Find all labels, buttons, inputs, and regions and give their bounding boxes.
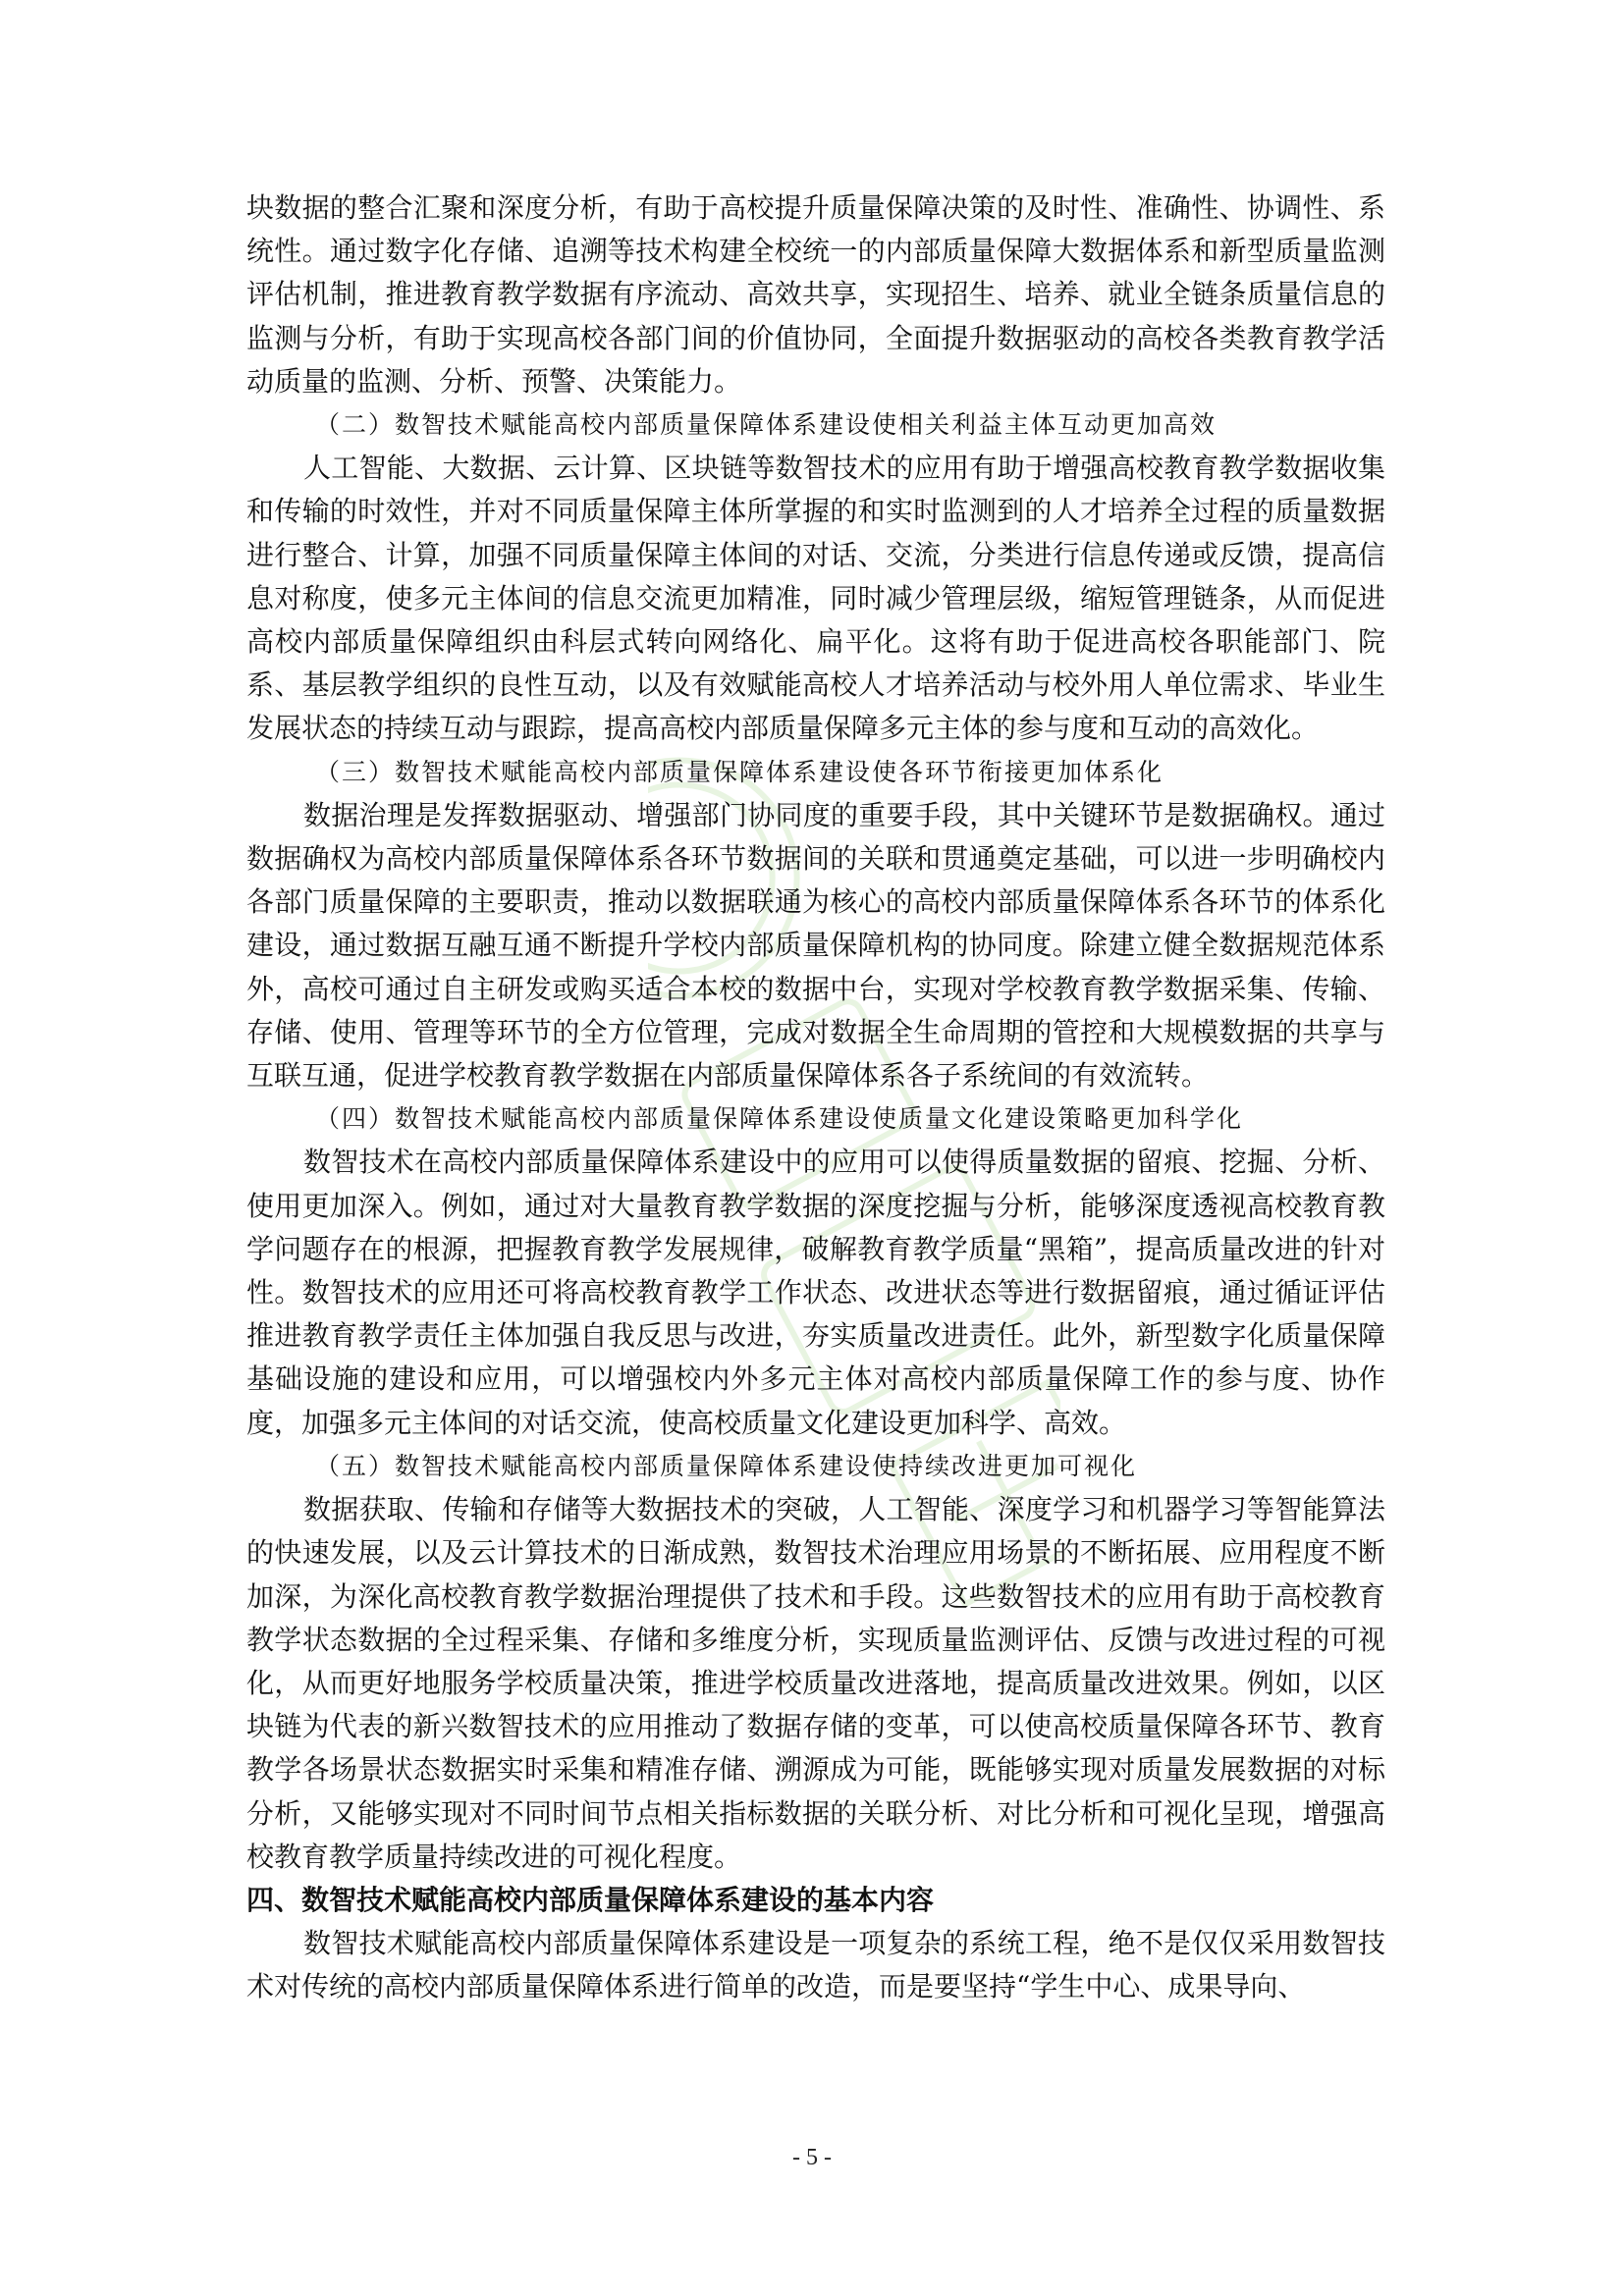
body-paragraph: 数智技术赋能高校内部质量保障体系建设是一项复杂的系统工程，绝不是仅仅采用数智技术对传统的高校内部质量保障体系进行简单的改造，而是要坚持“学生中心、成果导向、 xyxy=(246,1927,1385,2003)
body-paragraph: 数据获取、传输和存储等大数据技术的突破，人工智能、深度学习和机器学习等智能算法的快速发展，以及云计算技术的日渐成熟，数智技术治理应用场景的不断拓展、应用程度不断加深，为深化高校教育教学数据治理提供了技术和手段。这些数智技术的应用有助于高校教育教学状态数据的全过程采集、存储和多维度分析，实现质量监测评估、反馈与改进过程的可视化，从而更好地服务学校质量决策，推进学校质量改进落地，提高质量改进效果。例如，以区块链为代表的新兴数智技术的应用推动了数据存储的变革，可以使高校质量保障各环节、教育教学各场景状态数据实时采集和精准存储、溯源成为可能，既能够实现对质量发展数据的对标分析，又能够实现对不同时间节点相关指标数据的关联分析、对比分析和可视化呈现，增强高校教育教学质量持续改进的可视化程度。 xyxy=(246,1493,1385,1873)
document-body xyxy=(246,187,1385,2009)
body-paragraph: 块数据的整合汇聚和深度分析，有助于高校提升质量保障决策的及时性、准确性、协调性、系统性。通过数字化存储、追溯等技术构建全校统一的内部质量保障大数据体系和新型质量监测评估机制，推进教育教学数据有序流动、高效共享，实现招生、培养、就业全链条质量信息的监测与分析，有助于实现高校各部门间的价值协同，全面提升数据驱动的高校各类教育教学活动质量的监测、分析、预警、决策能力。 xyxy=(246,191,1385,398)
subsection-heading: （四）数智技术赋能高校内部质量保障体系建设使质量文化建设策略更加科学化 xyxy=(315,1104,1244,1134)
section-heading: 四、数智技术赋能高校内部质量保障体系建设的基本内容 xyxy=(246,1883,935,1916)
subsection-heading: （二）数智技术赋能高校内部质量保障体系建设使相关利益主体互动更加高效 xyxy=(315,410,1218,440)
subsection-heading: （三）数智技术赋能高校内部质量保障体系建设使各环节衔接更加体系化 xyxy=(315,757,1164,786)
body-paragraph: 数据治理是发挥数据驱动、增强部门协同度的重要手段，其中关键环节是数据确权。通过数据确权为高校内部质量保障体系各环节数据间的关联和贯通奠定基础，可以进一步明确校内各部门质量保障的主要职责，推动以数据联通为核心的高校内部质量保障体系各环节的体系化建设，通过数据互融互通不断提升学校内部质量保障机构的协同度。除建立健全数据规范体系外，高校可通过自主研发或购买适合本校的数据中台，实现对学校教育教学数据采集、传输、存储、使用、管理等环节的全方位管理，完成对数据全生命周期的管控和大规模数据的共享与互联互通，促进学校教育教学数据在内部质量保障体系各子系统间的有效流转。 xyxy=(246,798,1385,1093)
subsection-heading: （五）数智技术赋能高校内部质量保障体系建设使持续改进更加可视化 xyxy=(315,1451,1138,1480)
body-paragraph: 人工智能、大数据、云计算、区块链等数智技术的应用有助于增强高校教育教学数据收集和传输的时效性，并对不同质量保障主体所掌握的和实时监测到的人才培养全过程的质量数据进行整合、计算，加强不同质量保障主体间的对话、交流，分类进行信息传递或反馈，提高信息对称度，使多元主体间的信息交流更加精准，同时减少管理层级，缩短管理链条，从而促进高校内部质量保障组织由科层式转向网络化、扁平化。这将有助于促进高校各职能部门、院系、基层教学组织的良性互动，以及有效赋能高校人才培养活动与校外用人单位需求、毕业生发展状态的持续互动与跟踪，提高高校内部质量保障多元主体的参与度和互动的高效化。 xyxy=(246,452,1385,745)
body-paragraph: 数智技术在高校内部质量保障体系建设中的应用可以使得质量数据的留痕、挖掘、分析、使用更加深入。例如，通过对大量教育教学数据的深度挖掘与分析，能够深度透视高校教育教学问题存在的根源，把握教育教学发展规律，破解教育教学质量“黑箱”，提高质量改进的针对性。数智技术的应用还可将高校教育教学工作状态、改进状态等进行数据留痕，通过循证评估推进教育教学责任主体加强自我反思与改进，夯实质量改进责任。此外，新型数字化质量保障基础设施的建设和应用，可以增强校内外多元主体对高校内部质量保障工作的参与度、协作度，加强多元主体间的对话交流，使高校质量文化建设更加科学、高效。 xyxy=(246,1146,1385,1439)
page-number: - 5 - xyxy=(792,2145,832,2170)
